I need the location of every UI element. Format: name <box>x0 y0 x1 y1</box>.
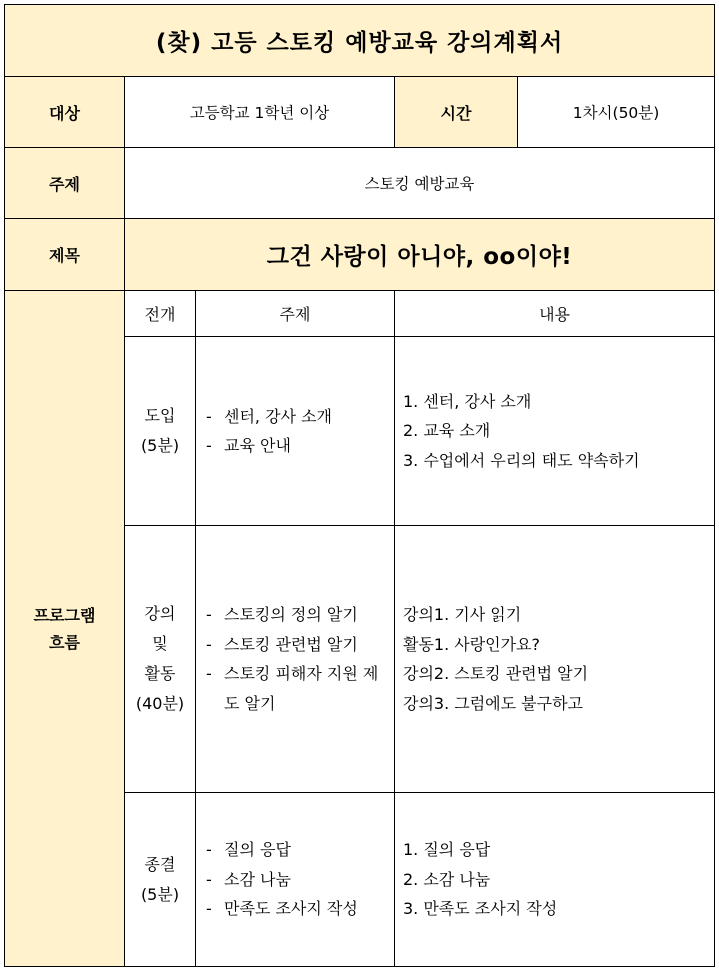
stage-intro-duration: (5분) <box>140 436 180 455</box>
list-item: 강의2. 스토킹 관련법 알기 <box>403 664 589 683</box>
stage-lecture-name-1: 강의 <box>144 604 176 623</box>
header-topic: 주제 <box>196 291 395 337</box>
list-item: 2. 교육 소개 <box>403 421 491 441</box>
topic-label: 주제 <box>5 148 125 219</box>
time-label: 시간 <box>395 77 518 148</box>
list-item: 3. 수업에서 우리의 태도 약속하기 <box>403 450 640 470</box>
program-label-line2: 흐름 <box>49 632 80 652</box>
program-label-line1: 프로그램 <box>33 605 96 625</box>
stage-closing-name: 종결 <box>144 854 176 874</box>
stage-lecture-duration: (40분) <box>135 694 185 713</box>
list-item: 3. 만족도 조사지 작성 <box>403 899 558 919</box>
list-item: - 만족도 조사지 작성 <box>204 894 390 924</box>
stage-lecture <box>125 526 196 793</box>
header-content: 내용 <box>395 291 715 337</box>
stage-lecture-name-3: 활동 <box>144 664 176 683</box>
stage-closing-contents <box>395 793 715 967</box>
stage-intro-contents <box>395 337 715 526</box>
list-item: 강의3. 그럼에도 불구하고 <box>403 693 583 713</box>
list-item: 1. 센터, 강사 소개 <box>403 391 532 411</box>
topic-value: 스토킹 예방교육 <box>125 148 715 219</box>
stage-intro <box>125 337 196 526</box>
stage-closing <box>125 793 196 967</box>
stage-closing-topics <box>196 793 395 967</box>
stage-lecture-contents <box>395 526 715 793</box>
list-item: - 스토킹 피해자 지원 제도 알기 <box>204 659 390 718</box>
stage-lecture-name-2: 및 <box>152 634 168 653</box>
target-label: 대상 <box>5 77 125 148</box>
stage-intro-name: 도입 <box>144 406 176 425</box>
lesson-plan-table <box>4 4 715 967</box>
document-title: (찾) 고등 스토킹 예방교육 강의계획서 <box>5 5 715 77</box>
program-flow-label <box>5 291 125 967</box>
list-item: - 질의 응답 <box>204 835 390 865</box>
header-stage: 전개 <box>125 291 196 337</box>
list-item: - 스토킹 관련법 알기 <box>204 630 390 660</box>
list-item: 활동1. 사랑인가요? <box>403 634 541 654</box>
list-item: - 스토킹의 정의 알기 <box>204 600 390 630</box>
stage-closing-duration: (5분) <box>140 884 180 904</box>
list-item: - 소감 나눔 <box>204 865 390 895</box>
list-item: - 교육 안내 <box>204 431 390 461</box>
stage-intro-topics <box>196 337 395 526</box>
subject-value: 그건 사랑이 아니야, oo이야! <box>125 219 715 291</box>
time-value: 1차시(50분) <box>518 77 715 148</box>
list-item: 1. 질의 응답 <box>403 840 491 860</box>
stage-lecture-topics <box>196 526 395 793</box>
target-value: 고등학교 1학년 이상 <box>125 77 395 148</box>
list-item: 2. 소감 나눔 <box>403 869 491 889</box>
list-item: 강의1. 기사 읽기 <box>403 605 522 624</box>
subject-label: 제목 <box>5 219 125 291</box>
list-item: - 센터, 강사 소개 <box>204 402 390 432</box>
